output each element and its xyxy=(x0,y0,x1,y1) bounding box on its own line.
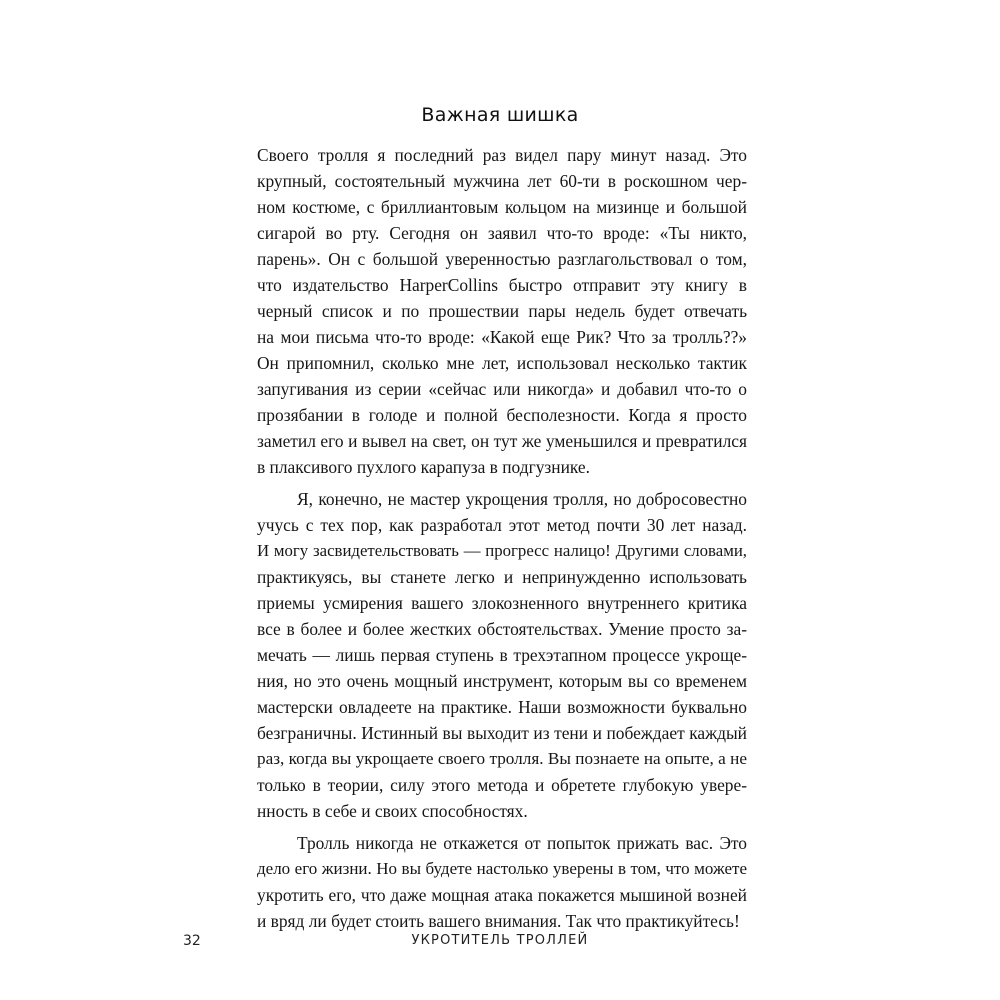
text-line: и вряд ли будет стоить вашего внимания. Так что практикуйтесь! xyxy=(257,911,740,931)
paragraph xyxy=(257,486,747,824)
text-line: прозябании в голоде и полной бесполезности. Когда я просто xyxy=(257,405,747,425)
text-line: ном костюме, с бриллиантовым кольцом на мизинце и большой xyxy=(257,197,747,217)
text-line: на мои письма что-то вроде: «Какой еще Рик? Что за тролль??» xyxy=(257,327,747,347)
text-line: раз, когда вы укрощаете своего тролля. Вы познаете на опыте, а не xyxy=(257,749,747,768)
text-line: сигарой во рту. Сегодня он заявил что-то вроде: «Ты никто, xyxy=(257,223,747,243)
text-line: Он припомнил, сколько мне лет, использовал несколько тактик xyxy=(257,353,747,373)
text-line: Тролль никогда не откажется от попыток прижать вас. Это xyxy=(297,833,747,853)
text-line: все в более и более жестких обстоятельствах. Умение просто за- xyxy=(257,619,747,639)
text-line: Я, конечно, не мастер укрощения тролля, но добросовестно xyxy=(297,489,747,509)
text-line: крупный, состоятельный мужчина лет 60-ти в роскошном чер- xyxy=(257,171,747,191)
text-line: парень». Он с большой уверенностью разглагольствовал о том, xyxy=(257,249,747,269)
text-line: черный список и по прошествии пары недель будет отвечать xyxy=(257,301,747,321)
text-line: учусь с тех пор, как разработал этот метод почти 30 лет назад. xyxy=(257,515,747,535)
section-heading: Важная шишка xyxy=(421,104,579,126)
text-line: ния, но это очень мощный инструмент, которым вы со временем xyxy=(257,671,747,691)
text-line: безграничны. Истинный вы выходит из тени и побеждает каждый xyxy=(257,723,747,743)
paragraph xyxy=(257,142,747,480)
text-line: только в теории, силу этого метода и обретете глубокую увере- xyxy=(257,775,747,795)
text-line: мастерски овладеете на практике. Наши возможности буквально xyxy=(257,697,747,717)
paragraph xyxy=(257,830,747,934)
text-line: укротить его, что даже мощная атака покажется мышиной возней xyxy=(257,885,747,905)
running-title: УКРОТИТЕЛЬ ТРОЛЛЕЙ xyxy=(411,933,589,948)
text-line: запугивания из серии «сейчас или никогда» и добавил что-то о xyxy=(257,379,747,399)
text-line: в плаксивого пухлого карапуза в подгузнике. xyxy=(257,457,590,477)
text-line: что издательство HarperCollins быстро отправит эту книгу в xyxy=(257,275,747,295)
body-text xyxy=(257,142,747,934)
text-line: нность в себе и своих способностях. xyxy=(257,801,528,821)
text-line: Своего тролля я последний раз видел пару минут назад. Это xyxy=(257,145,747,165)
text-line: мечать — лишь первая ступень в трехэтапном процессе укроще- xyxy=(257,645,747,665)
text-line: дело его жизни. Но вы будете настолько уверены в том, что можете xyxy=(257,859,747,878)
text-line: И могу засвидетельствовать — прогресс налицо! Другими словами, xyxy=(257,541,747,560)
text-line: приемы усмирения вашего злокозненного внутреннего критика xyxy=(257,593,747,613)
page-number: 32 xyxy=(183,933,201,949)
text-line: заметил его и вывел на свет, он тут же уменьшился и превратился xyxy=(257,431,747,451)
text-line: практикуясь, вы станете легко и непринужденно использовать xyxy=(257,567,747,587)
